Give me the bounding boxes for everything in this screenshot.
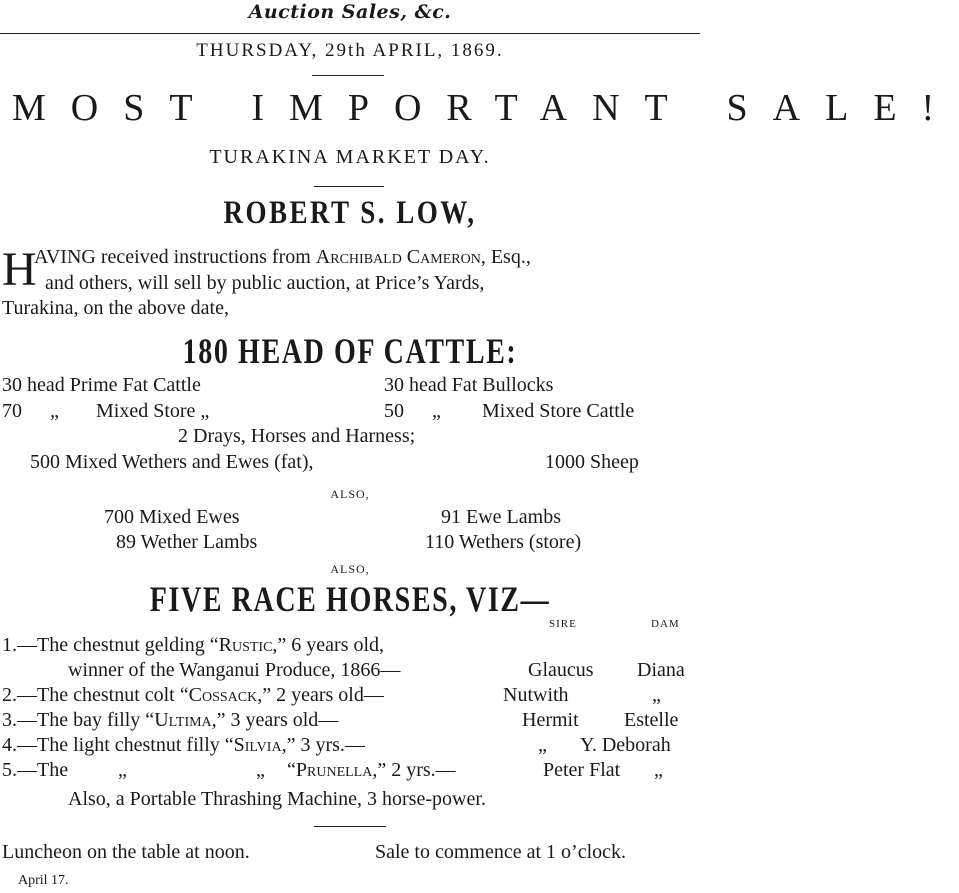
horse-entry	[2, 709, 338, 732]
horse-name: Prunella	[295, 759, 373, 781]
intro-text: , Esq.,	[480, 246, 531, 268]
horse-sire: Nutwith	[503, 684, 569, 706]
intro-line-2: and others, will sell by public auction, at Price’s Yards,	[45, 272, 485, 294]
section-header: Auction Sales, &c.	[248, 1, 452, 23]
stock-item: 110 Wethers (store)	[425, 531, 582, 553]
horse-text: ,” 6 years old,	[272, 634, 385, 656]
auctioneer-name: ROBERT S. LOW,	[223, 195, 477, 231]
horse-text: 1.—The chestnut gelding “	[2, 634, 219, 656]
intro-line-1	[34, 246, 531, 269]
ditto-mark: „	[256, 759, 265, 781]
stock-item: 30 head Fat Bullocks	[384, 374, 554, 396]
stock-item: Mixed Store „	[96, 400, 210, 422]
luncheon-note: Luncheon on the table at noon.	[2, 841, 250, 863]
also-label: ALSO,	[330, 562, 370, 576]
horse-entry	[287, 759, 456, 782]
stock-item: 700 Mixed Ewes	[104, 506, 240, 528]
sire-column-label: SIRE	[549, 618, 577, 630]
ad-date: April 17.	[18, 873, 69, 888]
horse-dam: „	[652, 684, 661, 706]
stock-item: 50	[384, 400, 404, 422]
divider-rule	[314, 186, 384, 187]
market-day: TURAKINA MARKET DAY.	[209, 146, 491, 168]
horse-entry	[2, 684, 384, 707]
horse-detail: winner of the Wanganui Produce, 1866—	[68, 659, 401, 681]
stock-item: 500 Mixed Wethers and Ewes (fat),	[30, 451, 314, 473]
also-label: ALSO,	[330, 487, 370, 501]
horse-text: ,” 3 yrs.—	[281, 734, 365, 756]
stock-item: 30 head Prime Fat Cattle	[2, 374, 201, 396]
horse-entry	[2, 734, 365, 757]
dam-column-label: DAM	[651, 618, 680, 630]
horse-text: 4.—The light chestnut filly “	[2, 734, 234, 756]
ditto-mark: „	[432, 400, 441, 422]
intro-text: AVING received instructions from	[34, 246, 316, 268]
horse-dam: Estelle	[624, 709, 679, 731]
horse-dam: „	[654, 759, 663, 781]
horse-dam: Y. Deborah	[580, 734, 671, 756]
horse-text: ,” 3 years old—	[211, 709, 339, 731]
ditto-mark: „	[50, 400, 59, 422]
intro-line-3: Turakina, on the above date,	[2, 297, 229, 319]
stock-item: 1000 Sheep	[545, 451, 639, 473]
horse-entry	[2, 634, 384, 657]
divider-rule	[314, 826, 386, 827]
horse-text: “	[287, 759, 296, 781]
horse-sire: Glaucus	[528, 659, 594, 681]
dropcap-letter: H	[2, 243, 37, 296]
stock-item: Mixed Store Cattle	[482, 400, 635, 422]
horse-name: Rustic	[218, 634, 273, 656]
divider-rule	[312, 75, 384, 76]
horse-name: Silvia	[233, 734, 282, 756]
horse-dam: Diana	[637, 659, 685, 681]
ditto-mark: „	[118, 759, 127, 781]
stock-item: 89 Wether Lambs	[116, 531, 258, 553]
horses-heading: FIVE RACE HORSES, VIZ—	[149, 579, 551, 619]
horse-text: 2.—The chestnut colt “	[2, 684, 189, 706]
headline: MOST IMPORTANT SALE!	[12, 87, 959, 129]
horse-text: ,” 2 years old—	[257, 684, 384, 706]
horse-sire: Peter Flat	[543, 759, 621, 781]
start-time-note: Sale to commence at 1 o’clock.	[375, 841, 627, 863]
horse-name: Ultima	[154, 709, 212, 731]
horse-sire: „	[538, 734, 547, 756]
horse-text: 3.—The bay filly “	[2, 709, 155, 731]
horse-text: ,” 2 yrs.—	[372, 759, 456, 781]
horse-name: Cossack	[188, 684, 258, 706]
horse-sire: Hermit	[522, 709, 579, 731]
thrasher-item: Also, a Portable Thrashing Machine, 3 horse-power.	[68, 788, 486, 810]
cattle-heading: 180 HEAD OF CATTLE:	[182, 331, 518, 371]
consignor-name: Archibald Cameron	[315, 246, 481, 268]
stock-item: 70	[2, 400, 22, 422]
stock-item: 2 Drays, Horses and Harness;	[178, 425, 416, 447]
horse-entry: 5.—The	[2, 759, 69, 781]
stock-item: 91 Ewe Lambs	[441, 506, 561, 528]
header-rule	[0, 33, 700, 34]
sale-date: THURSDAY, 29th APRIL, 1869.	[196, 40, 504, 61]
